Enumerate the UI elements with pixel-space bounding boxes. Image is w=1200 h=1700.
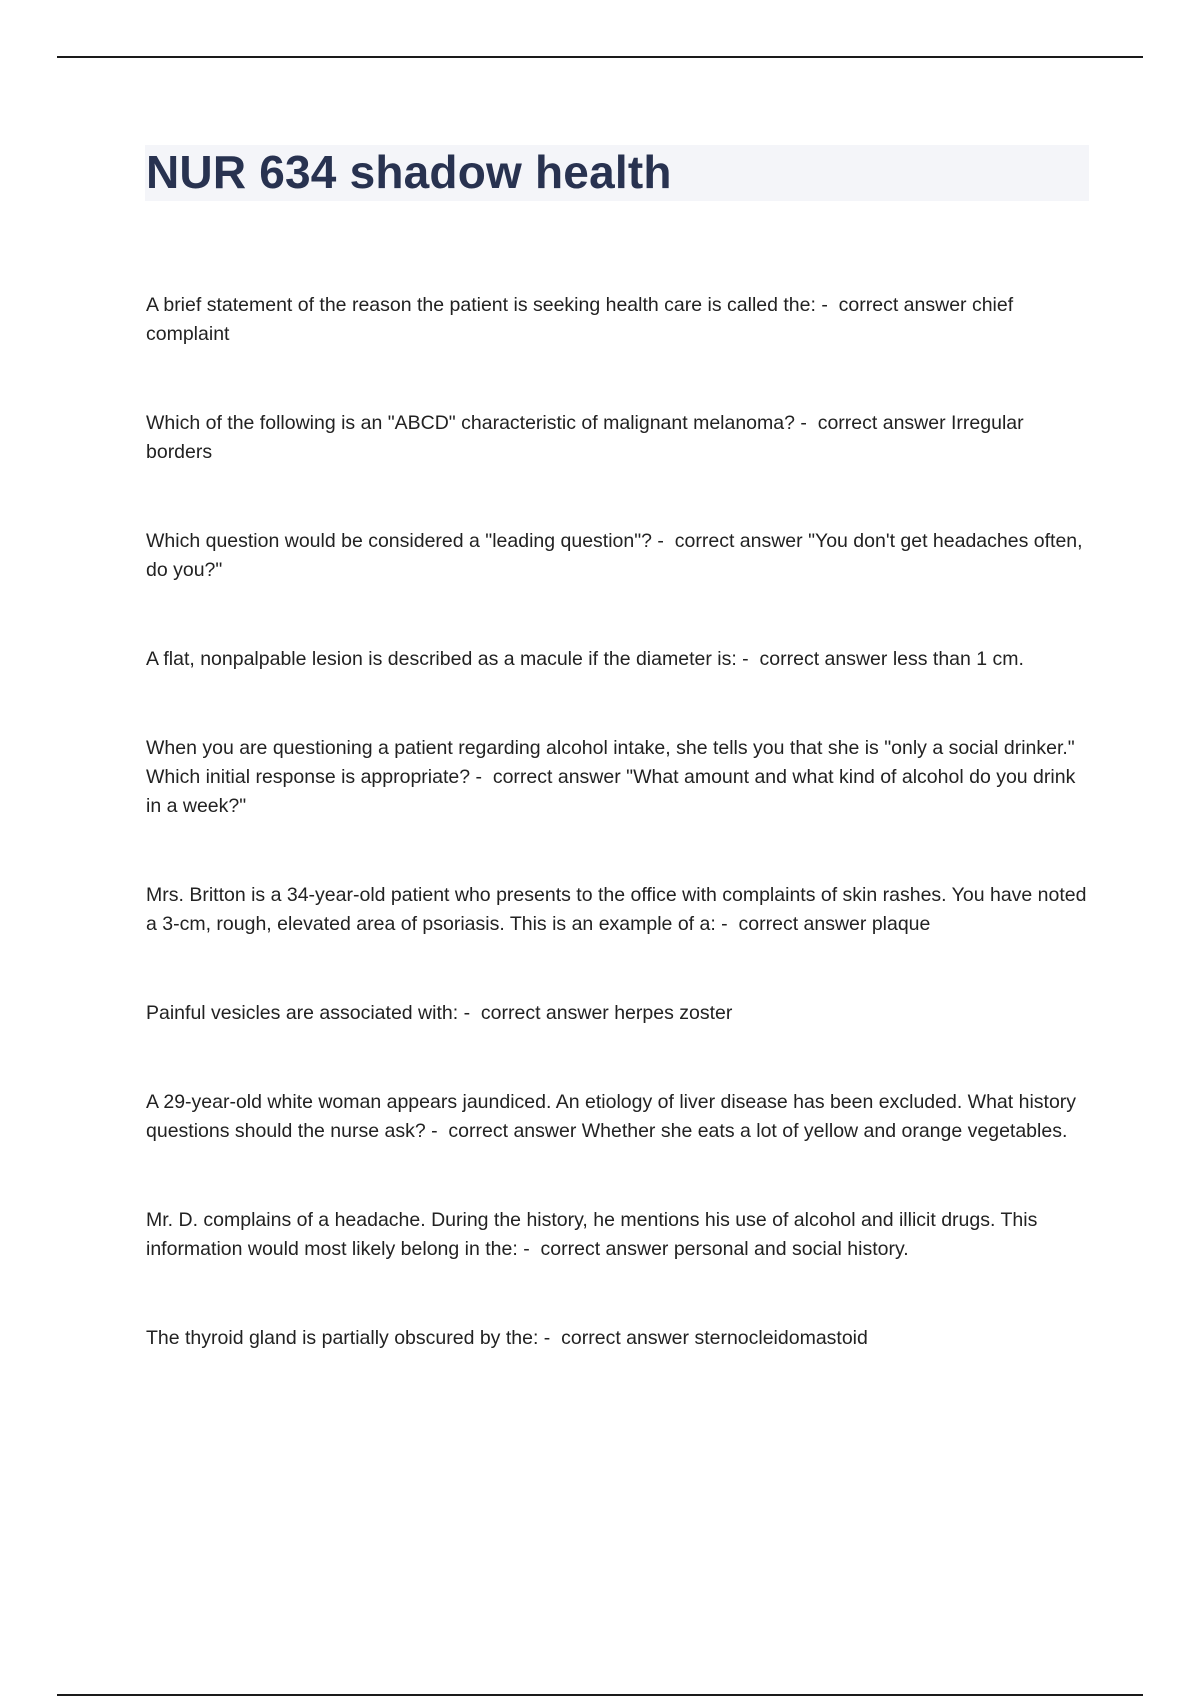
top-rule <box>57 56 1143 58</box>
bottom-rule <box>57 1694 1143 1696</box>
answer-text: less than 1 cm. <box>892 648 1024 670</box>
qa-item-6 <box>146 881 1091 939</box>
qa-item-2 <box>146 409 1091 467</box>
qa-item-4 <box>146 645 1091 674</box>
qa-list <box>146 291 1091 1353</box>
question-text: A brief statement of the reason the patient is seeking health care is called the: <box>146 294 816 316</box>
answer-separator: - correct answer <box>794 412 952 434</box>
qa-item-8 <box>146 1088 1091 1146</box>
qa-item-9 <box>146 1206 1091 1264</box>
question-text: Which of the following is an "ABCD" characteristic of malignant melanoma? <box>146 412 795 434</box>
question-text: The thyroid gland is partially obscured by the: <box>146 1327 539 1349</box>
answer-separator: - correct answer <box>715 913 872 935</box>
answer-text: "What amount and what kind of alcohol do you drink in a week?" <box>146 766 1076 817</box>
answer-text: Whether she eats a lot of yellow and orange vegetables. <box>581 1120 1068 1142</box>
question-text: A 29-year-old white woman appears jaundiced. An etiology of liver disease has been excluded. What history questions should the nurse ask? <box>146 1091 1077 1142</box>
question-text: Painful vesicles are associated with: <box>146 1002 459 1024</box>
answer-separator: - correct answer <box>736 648 893 670</box>
answer-separator: - correct answer <box>517 1238 674 1260</box>
question-text: Mrs. Britton is a 34-year-old patient who presents to the office with complaints of skin rashes. You have noted a 3-cm, rough, elevated area of psoriasis. This is an example of a: <box>146 884 1087 935</box>
answer-separator: - correct answer <box>470 766 627 788</box>
question-text: When you are questioning a patient regarding alcohol intake, she tells you that she is "only a social drinker." Which initial response is appropriate? <box>146 737 1075 788</box>
answer-separator: - correct answer <box>815 294 972 316</box>
question-text: Mr. D. complains of a headache. During the history, he mentions his use of alcohol and illicit drugs. This information would most likely belong in the: <box>146 1209 1038 1260</box>
qa-item-10 <box>146 1324 1091 1353</box>
answer-separator: - correct answer <box>652 530 809 552</box>
answer-text: herpes zoster <box>614 1002 733 1024</box>
answer-separator: - correct answer <box>538 1327 695 1349</box>
answer-text: plaque <box>871 913 931 935</box>
answer-text: chief complaint <box>146 294 1014 345</box>
answer-text: "You don't get headaches often, do you?" <box>146 530 1083 581</box>
answer-text: personal and social history. <box>673 1238 909 1260</box>
answer-text: sternocleidomastoid <box>694 1327 868 1349</box>
question-text: Which question would be considered a "leading question"? <box>146 530 653 552</box>
qa-item-5 <box>146 734 1091 821</box>
qa-item-7 <box>146 999 1091 1028</box>
question-text: A flat, nonpalpable lesion is described as a macule if the diameter is: <box>146 648 737 670</box>
qa-item-1 <box>146 291 1091 349</box>
answer-text: Irregular borders <box>146 412 1024 463</box>
qa-item-3 <box>146 527 1091 585</box>
answer-separator: - correct answer <box>425 1120 582 1142</box>
answer-separator: - correct answer <box>458 1002 615 1024</box>
document-title: NUR 634 shadow health <box>146 146 672 198</box>
